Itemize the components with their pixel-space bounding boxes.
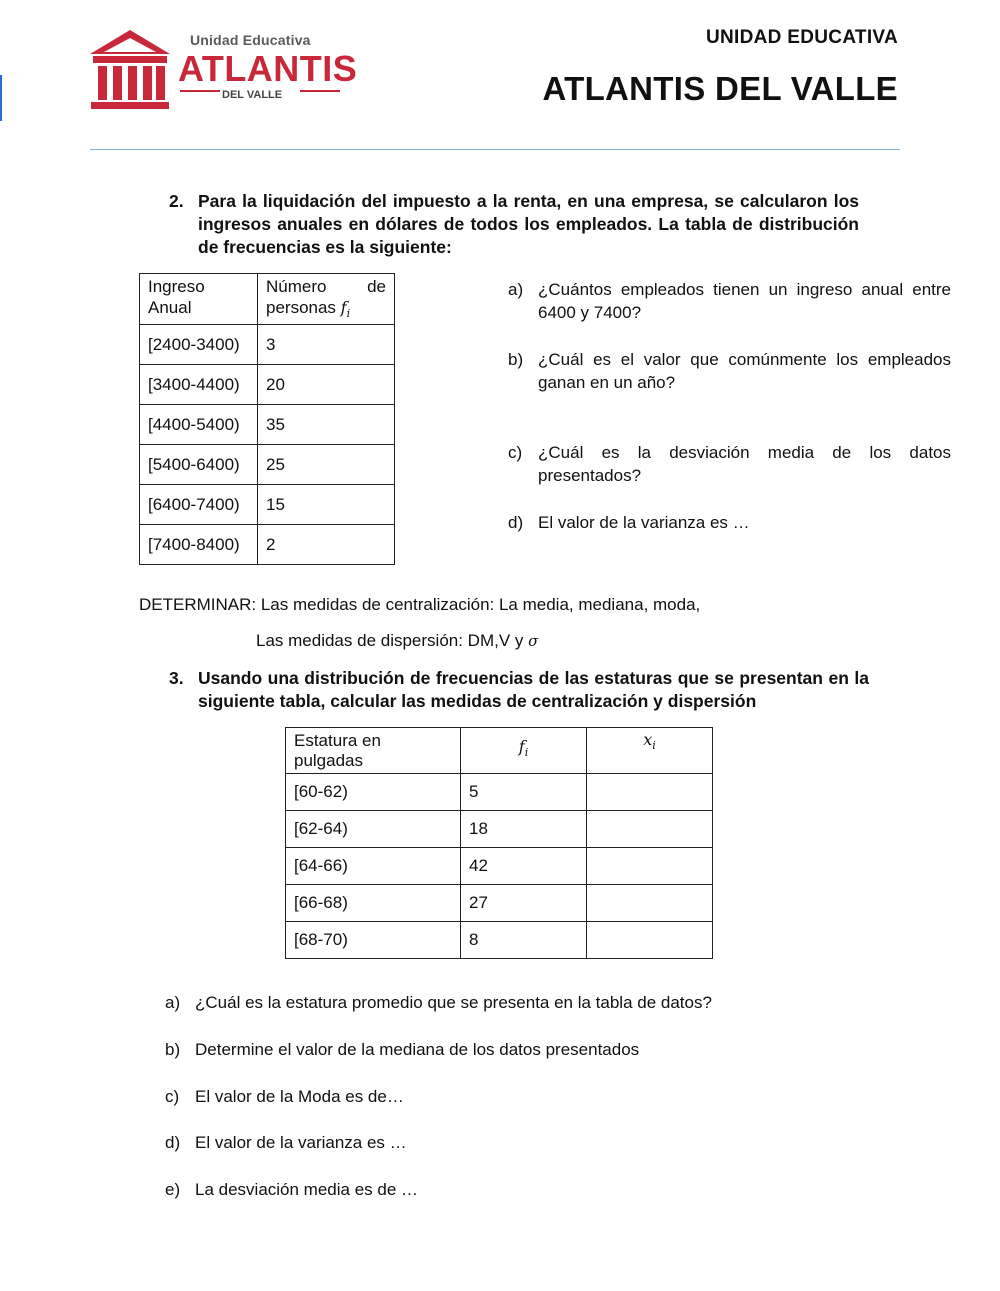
height-range: [62-64) bbox=[286, 811, 461, 848]
list-item bbox=[165, 1133, 407, 1153]
frequency: 8 bbox=[461, 922, 587, 959]
height-range: [64-66) bbox=[286, 848, 461, 885]
persons-count: 15 bbox=[258, 485, 395, 525]
height-range: [60-62) bbox=[286, 774, 461, 811]
income-range: [2400-3400) bbox=[140, 325, 258, 365]
height-range: [66-68) bbox=[286, 885, 461, 922]
determinar-line2-text: Las medidas de dispersión: DM,V y bbox=[256, 631, 529, 650]
fi-symbol: $f_i$ bbox=[340, 298, 351, 321]
income-table bbox=[139, 273, 395, 565]
table-row bbox=[140, 405, 395, 445]
table-header-row bbox=[286, 728, 713, 774]
midpoint-cell[interactable] bbox=[587, 774, 713, 811]
item-text: ¿Cuál es el valor que comúnmente los empleados ganan en un año? bbox=[538, 350, 951, 392]
midpoint-cell[interactable] bbox=[587, 885, 713, 922]
table-row bbox=[286, 848, 713, 885]
item-label: b) bbox=[508, 350, 524, 369]
question-3-heading bbox=[169, 667, 869, 715]
frequency: 5 bbox=[461, 774, 587, 811]
header-persons-word2: de bbox=[367, 277, 386, 296]
header-title: ATLANTIS DEL VALLE bbox=[542, 70, 898, 107]
determinar-line2 bbox=[256, 631, 538, 651]
item-text: Determine el valor de la mediana de los datos presentados bbox=[195, 1040, 640, 1059]
header-xi bbox=[587, 728, 713, 774]
item-label: d) bbox=[165, 1133, 181, 1152]
item-text: El valor de la Moda es de… bbox=[195, 1087, 404, 1106]
table-row bbox=[286, 885, 713, 922]
logo-rule-left bbox=[180, 90, 220, 92]
table-row bbox=[140, 485, 395, 525]
header-persons-word3: personas bbox=[266, 298, 336, 317]
item-label: b) bbox=[165, 1040, 181, 1059]
question-2-heading bbox=[169, 190, 859, 260]
table-row bbox=[286, 774, 713, 811]
midpoint-cell[interactable] bbox=[587, 922, 713, 959]
frequency: 18 bbox=[461, 811, 587, 848]
income-range: [5400-6400) bbox=[140, 445, 258, 485]
item-text: ¿Cuántos empleados tienen un ingreso anual entre 6400 y 7400? bbox=[538, 280, 951, 322]
table-row bbox=[286, 811, 713, 848]
midpoint-cell[interactable] bbox=[587, 811, 713, 848]
header-fi bbox=[461, 728, 587, 774]
logo-line2: ATLANTIS bbox=[178, 48, 358, 89]
question-2-text: Para la liquidación del impuesto a la renta, en una empresa, se calcularon los ingresos anuales en dólares de todos los empleados. La tabla de distribución de frecuencias es la siguiente: bbox=[198, 191, 859, 257]
building-icon bbox=[88, 28, 172, 112]
question-2-number: 2. bbox=[169, 191, 184, 211]
header-subtitle: UNIDAD EDUCATIVA bbox=[706, 27, 898, 48]
header-income: Ingreso Anual bbox=[140, 274, 258, 325]
persons-count: 25 bbox=[258, 445, 395, 485]
persons-count: 3 bbox=[258, 325, 395, 365]
sigma-symbol: σ bbox=[528, 632, 539, 650]
table-row bbox=[140, 445, 395, 485]
list-item bbox=[165, 1180, 418, 1200]
item-text: El valor de la varianza es … bbox=[538, 513, 750, 532]
list-item bbox=[165, 1040, 639, 1060]
frequency: 27 bbox=[461, 885, 587, 922]
persons-count: 20 bbox=[258, 365, 395, 405]
header-height: Estatura en pulgadas bbox=[286, 728, 461, 774]
logo-rule-right bbox=[300, 90, 340, 92]
table-row bbox=[140, 365, 395, 405]
header-persons bbox=[258, 274, 395, 325]
item-text: La desviación media es de … bbox=[195, 1180, 419, 1199]
height-range: [68-70) bbox=[286, 922, 461, 959]
item-label: c) bbox=[165, 1087, 180, 1106]
midpoint-cell[interactable] bbox=[587, 848, 713, 885]
table-row bbox=[140, 525, 395, 565]
height-table bbox=[285, 727, 713, 959]
determinar-line1: DETERMINAR: Las medidas de centralización: La media, mediana, moda, bbox=[139, 595, 701, 614]
left-edge-marker bbox=[0, 75, 2, 121]
persons-count: 2 bbox=[258, 525, 395, 565]
item-label: a) bbox=[165, 993, 181, 1012]
logo-line3: DEL VALLE bbox=[222, 89, 283, 101]
income-range: [7400-8400) bbox=[140, 525, 258, 565]
item-label: c) bbox=[508, 443, 523, 462]
income-range: [3400-4400) bbox=[140, 365, 258, 405]
item-text: ¿Cuál es la estatura promedio que se presenta en la tabla de datos? bbox=[195, 993, 712, 1012]
list-item bbox=[165, 993, 712, 1013]
xi-symbol: $x_i$ bbox=[643, 730, 656, 753]
frequency: 42 bbox=[461, 848, 587, 885]
logo-line1: Unidad Educativa bbox=[190, 32, 311, 48]
income-range: [4400-5400) bbox=[140, 405, 258, 445]
header-divider bbox=[90, 149, 900, 150]
header-persons-word1: Número bbox=[266, 277, 327, 296]
persons-count: 35 bbox=[258, 405, 395, 445]
item-label: d) bbox=[508, 513, 524, 532]
table-row bbox=[140, 325, 395, 365]
fi-symbol: $f_i$ bbox=[518, 737, 529, 760]
item-label: a) bbox=[508, 280, 524, 299]
question-3-text: Usando una distribución de frecuencias de las estaturas que se presentan en la siguiente tabla, calcular las medidas de centralización y dispersión bbox=[198, 668, 869, 711]
school-logo bbox=[88, 26, 358, 116]
item-text: ¿Cuál es la desviación media de los datos presentados? bbox=[538, 443, 951, 485]
item-text: El valor de la varianza es … bbox=[195, 1133, 407, 1152]
question-3-number: 3. bbox=[169, 668, 184, 688]
list-item bbox=[165, 1087, 404, 1107]
item-label: e) bbox=[165, 1180, 181, 1199]
table-header-row bbox=[140, 274, 395, 325]
table-row bbox=[286, 922, 713, 959]
income-range: [6400-7400) bbox=[140, 485, 258, 525]
